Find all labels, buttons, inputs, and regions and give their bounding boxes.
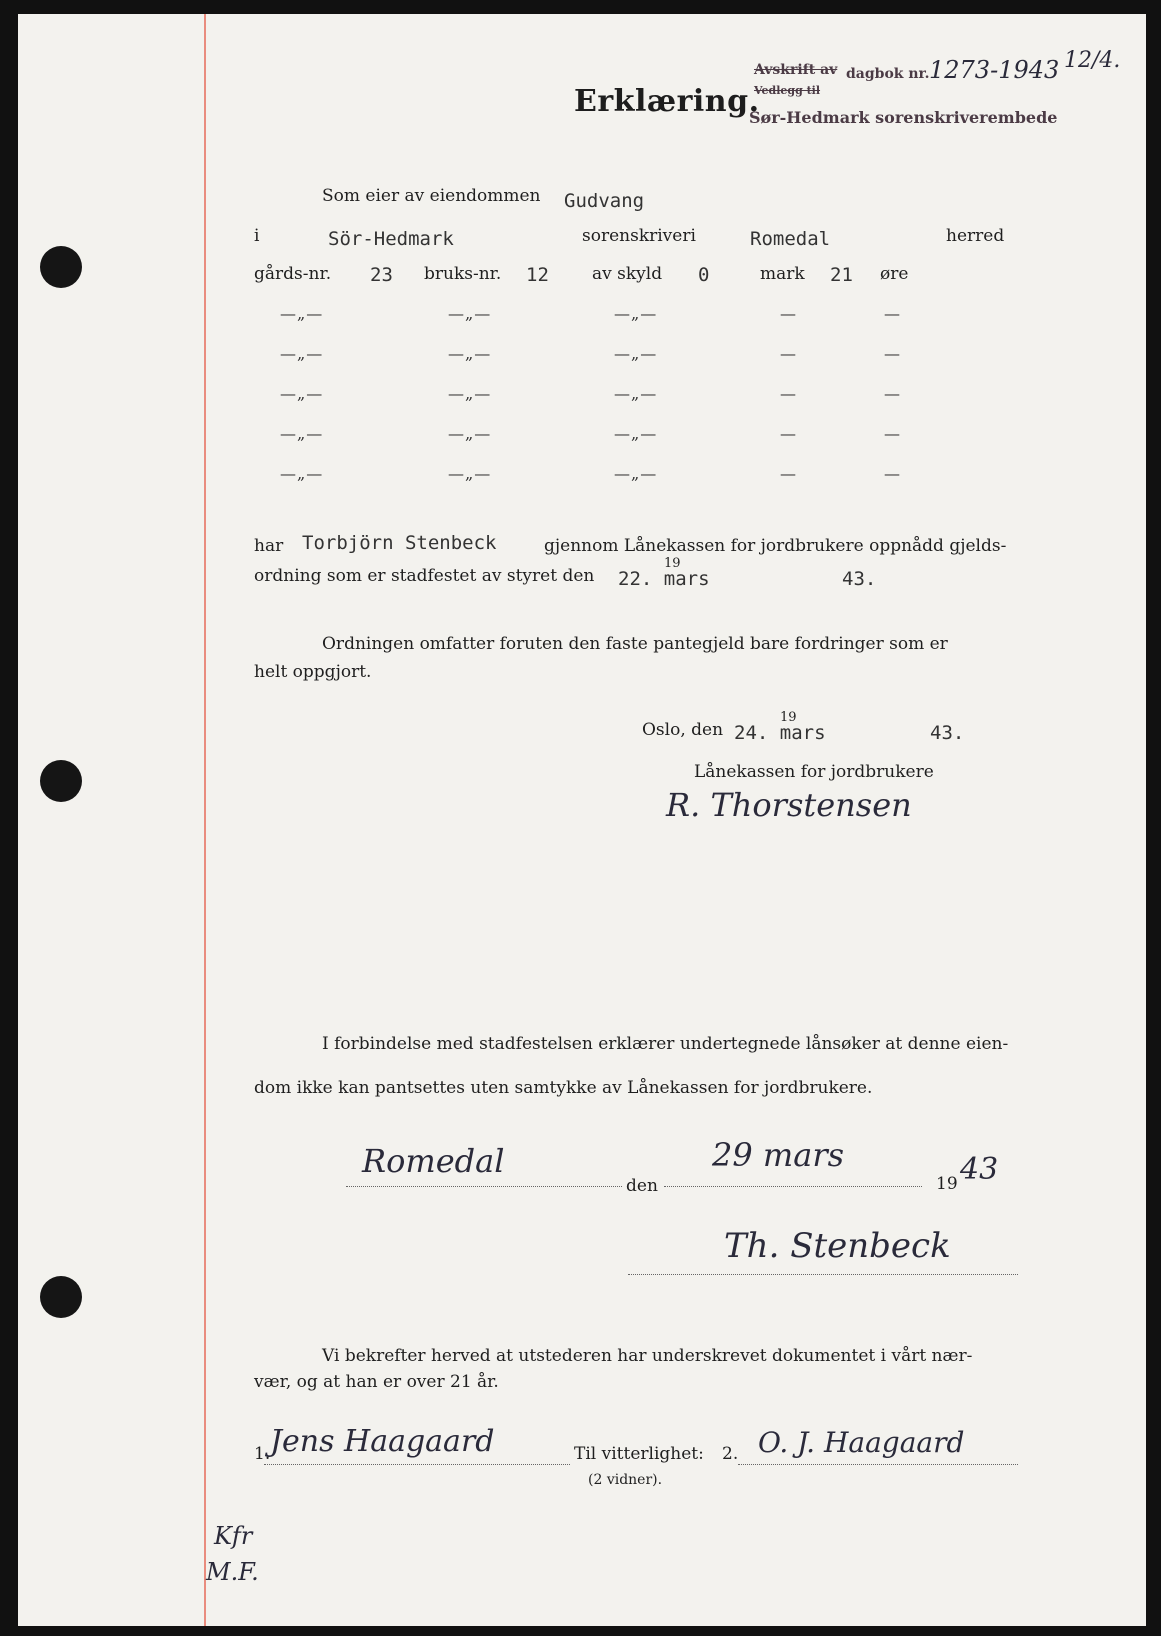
body-line1-rest: gjennom Lånekassen for jordbrukere oppnådd gjelds- (544, 536, 1007, 556)
punch-hole-middle (40, 760, 82, 802)
witness-signature-1: Jens Haagaard (270, 1424, 495, 1459)
blank-dash: — (780, 424, 797, 443)
property-name: Gudvang (564, 190, 645, 212)
document-page (18, 14, 1146, 1626)
oslo-label: Oslo, den (642, 720, 724, 740)
district-label: sorenskriveri (582, 226, 696, 246)
declaration-place: Romedal (362, 1142, 505, 1180)
red-margin-line (204, 14, 206, 1626)
ditto-mark: —„— (448, 464, 492, 483)
oslo-year: 43. (930, 722, 965, 744)
stamp-struck-vedlegg: Vedlegg til (754, 84, 821, 97)
mark-label: mark (760, 264, 805, 284)
witness-number-1: 1. (254, 1444, 271, 1464)
bruks-number: 12 (526, 264, 549, 286)
stamp-struck-avskrift: Avskrift av (754, 62, 838, 78)
witness-1-dotted-line (264, 1464, 570, 1465)
ditto-mark: —„— (614, 464, 658, 483)
ditto-mark: —„— (280, 464, 324, 483)
witness-signature-2: O. J. Haagaard (758, 1426, 965, 1459)
document-title: Erklæring. (574, 84, 760, 119)
blank-dash: — (884, 344, 901, 363)
confirm-year-prefix: 19 (664, 556, 681, 571)
blank-dash: — (780, 384, 797, 403)
blank-dash: — (780, 344, 797, 363)
ditto-mark: —„— (614, 384, 658, 403)
ditto-mark: —„— (448, 424, 492, 443)
borrower-signature: Th. Stenbeck (724, 1226, 951, 1266)
blank-dash: — (884, 424, 901, 443)
blank-dash: — (780, 464, 797, 483)
prefix-i: i (254, 226, 260, 246)
witness-2-dotted-line (738, 1464, 1018, 1465)
witness-label: Til vitterlighet: (574, 1444, 704, 1464)
year-prefix: 19 (936, 1174, 958, 1194)
oslo-year-prefix: 19 (780, 710, 797, 725)
confirm-year: 43. (842, 568, 877, 590)
margin-note-line2: M.F. (206, 1558, 259, 1586)
gards-label: gårds-nr. (254, 264, 332, 284)
blank-dash: — (884, 304, 901, 323)
ditto-mark: —„— (614, 424, 658, 443)
declaration-date: 29 mars (712, 1136, 845, 1174)
witness-count-note: (2 vidner). (588, 1472, 663, 1488)
issuer-signature: R. Thorstensen (666, 786, 912, 824)
ditto-mark: —„— (280, 304, 324, 323)
declaration-line2: dom ikke kan pantsettes uten samtykke av Lånekassen for jordbrukere. (254, 1078, 873, 1098)
district-name: Sör-Hedmark (328, 228, 454, 250)
punch-hole-bottom (40, 1276, 82, 1318)
margin-note-line1: Kfr (214, 1522, 253, 1550)
den-label: den (626, 1176, 658, 1196)
punch-hole-top (40, 246, 82, 288)
declaration-year: 43 (960, 1152, 999, 1187)
place-dotted-line (346, 1186, 622, 1187)
issuer-name: Lånekassen for jordbrukere (694, 762, 934, 782)
witness-number-2: 2. (722, 1444, 739, 1464)
ore-label: øre (880, 264, 909, 284)
date-dotted-line (664, 1186, 922, 1187)
declaration-line1: I forbindelse med stadfestelsen erklærer undertegnede lånsøker at denne eien- (322, 1034, 1009, 1054)
stamp-dagbok-number: 1273-1943 (929, 56, 1060, 84)
witness-line2: vær, og at han er over 21 år. (254, 1372, 499, 1392)
body-line2-start: ordning som er stadfestet av styret den (254, 566, 595, 586)
ditto-mark: —„— (614, 344, 658, 363)
blank-dash: — (884, 384, 901, 403)
stamp-dagbok-label: dagbok nr. (846, 66, 930, 82)
scope-line2: helt oppgjort. (254, 662, 372, 682)
municipality-name: Romedal (750, 228, 831, 250)
skyld-label: av skyld (592, 264, 663, 284)
skyld-value: 0 (698, 264, 710, 286)
ditto-mark: —„— (280, 424, 324, 443)
signature-dotted-line (628, 1274, 1018, 1275)
confirm-day-month: 22. mars (618, 568, 710, 590)
oslo-day-month: 24. mars (734, 722, 826, 744)
borrower-name: Torbjörn Stenbeck (302, 532, 497, 554)
stamp-court-office: Sør-Hedmark sorenskriverembede (749, 108, 1058, 127)
herred-label: herred (946, 226, 1005, 246)
scope-line1: Ordningen omfatter foruten den faste pantegjeld bare fordringer som er (322, 634, 948, 654)
ditto-mark: —„— (448, 344, 492, 363)
gards-number: 23 (370, 264, 393, 286)
ditto-mark: —„— (280, 344, 324, 363)
ditto-mark: —„— (448, 304, 492, 323)
har-label: har (254, 536, 284, 556)
witness-line1: Vi bekrefter herved at utstederen har underskrevet dokumentet i vårt nær- (322, 1346, 973, 1366)
stamp-received-date: 12/4. (1064, 48, 1121, 73)
ditto-mark: —„— (614, 304, 658, 323)
blank-dash: — (884, 464, 901, 483)
ditto-mark: —„— (448, 384, 492, 403)
blank-dash: — (780, 304, 797, 323)
ditto-mark: —„— (280, 384, 324, 403)
owner-label: Som eier av eiendommen (322, 186, 541, 206)
bruks-label: bruks-nr. (424, 264, 502, 284)
mark-value: 21 (830, 264, 853, 286)
